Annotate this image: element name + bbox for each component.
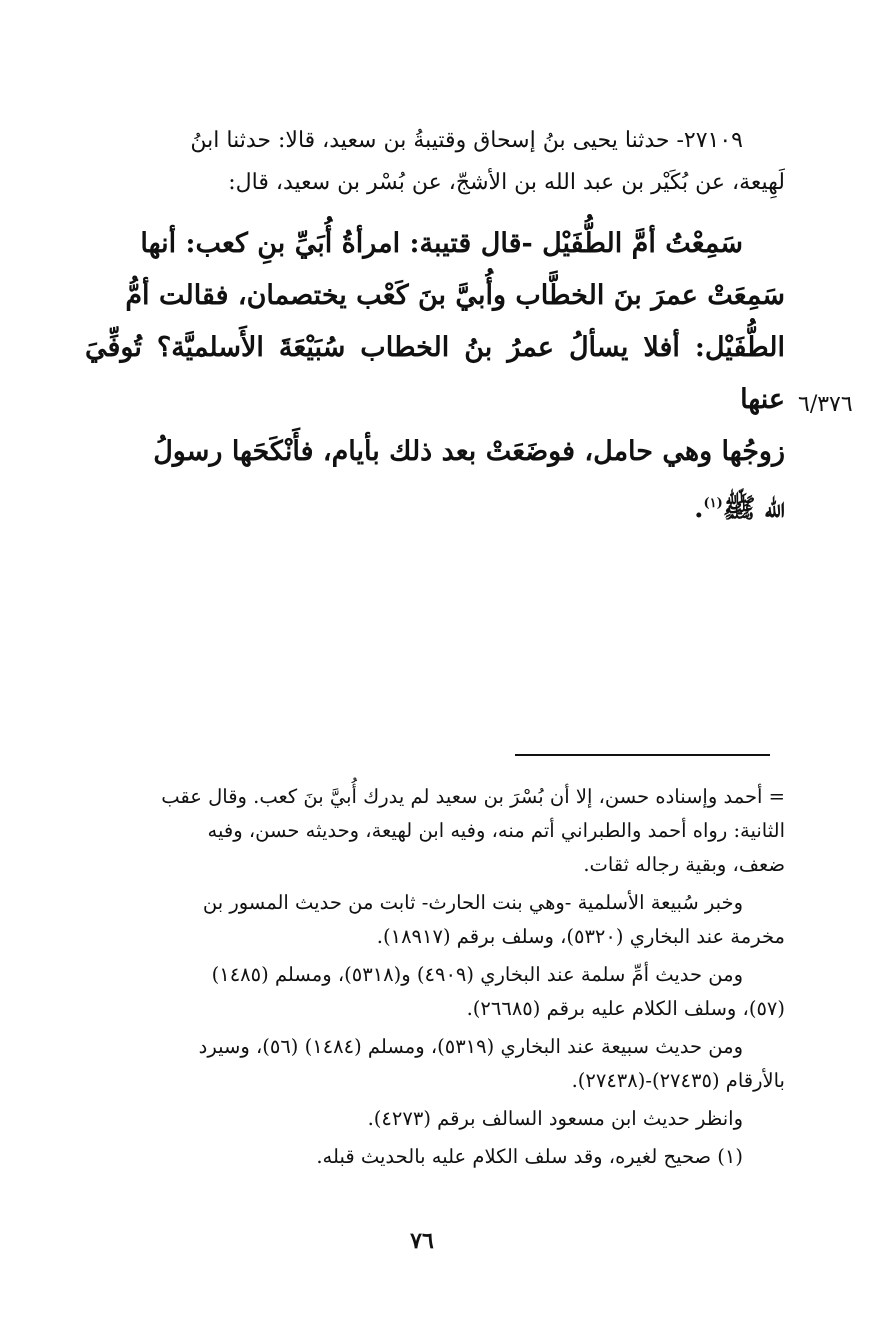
matn-line: سَمِعَتْ عمرَ بنَ الخطَّاب وأُبيَّ بنَ كَعْب يختصمان، فقالت أمُّ [125, 280, 785, 311]
footnote-line: ومن حديث أمِّ سلمة عند البخاري (٤٩٠٩) و(٥٣١٨)، ومسلم (١٤٨٥) [211, 963, 743, 986]
hadith-matn [85, 218, 785, 535]
footnote-divider [515, 754, 770, 756]
footnote-line: (١) صحيح لغيره، وقد سلف الكلام عليه بالحديث قبله. [316, 1145, 743, 1168]
matn-last-line [85, 478, 785, 535]
matn-line: زوجُها وهي حامل، فوضَعَتْ بعد ذلك بأيام، فأَنْكَحَها رسولُ [153, 436, 785, 467]
footnote-line: ومن حديث سبيعة عند البخاري (٥٣١٩)، ومسلم (١٤٨٤) (٥٦)، وسيرد [198, 1035, 743, 1058]
footnote-line: الثانية: رواه أحمد والطبراني أتم منه، وفيه ابن لهيعة، وحديثه حسن، وفيه [207, 819, 785, 842]
footnote-line: مخرمة عند البخاري (٥٣٢٠)، وسلف برقم (١٨٩١٧). [376, 925, 785, 948]
footnotes [85, 780, 785, 1174]
matn-line: الله ﷺ [722, 493, 785, 524]
footnote-line: ضعف، وبقية رجاله ثقات. [583, 853, 785, 876]
footnote-line: = أحمد وإسناده حسن، إلا أن بُسْرَ بن سعيد لم يدرك أُبيَّ بنَ كعب. وقال عقب [161, 785, 785, 808]
page-number: ٧٦ [410, 1228, 434, 1254]
hadith-isnad [85, 120, 785, 204]
footnote-line: وانظر حديث ابن مسعود السالف برقم (٤٢٧٣). [367, 1107, 743, 1130]
isnad-line: ٢٧١٠٩- حدثنا يحيى بنُ إسحاق وقتيبةُ بن سعيد، قالا: حدثنا ابنُ [190, 128, 743, 153]
footnote-line: وخبر سُبيعة الأسلمية -وهي بنت الحارث- ثابت من حديث المسور بن [202, 891, 743, 914]
matn-line: الطُّفَيْل: أفلا يسألُ عمرُ بنُ الخطاب سُبَيْعَةَ الأَسلميَّة؟ تُوفِّيَ عنها [85, 332, 785, 415]
matn-line: سَمِعْتُ أمَّ الطُّفَيْل -قال قتيبة: امرأةُ أُبَيِّ بنِ كعب: أنها [140, 228, 743, 259]
matn-end: . [694, 493, 704, 524]
footnote-marker: (١) [703, 496, 723, 511]
footnote-line: (٥٧)، وسلف الكلام عليه برقم (٢٦٦٨٥). [466, 997, 785, 1020]
footnote-line: بالأرقام (٢٧٤٣٥)-(٢٧٤٣٨). [571, 1069, 785, 1092]
isnad-line: لَهِيعة، عن بُكَيْر بن عبد الله بن الأشجّ، عن بُسْر بن سعيد، قال: [228, 170, 785, 195]
margin-reference: ٦/٣٧٦ [798, 392, 853, 417]
